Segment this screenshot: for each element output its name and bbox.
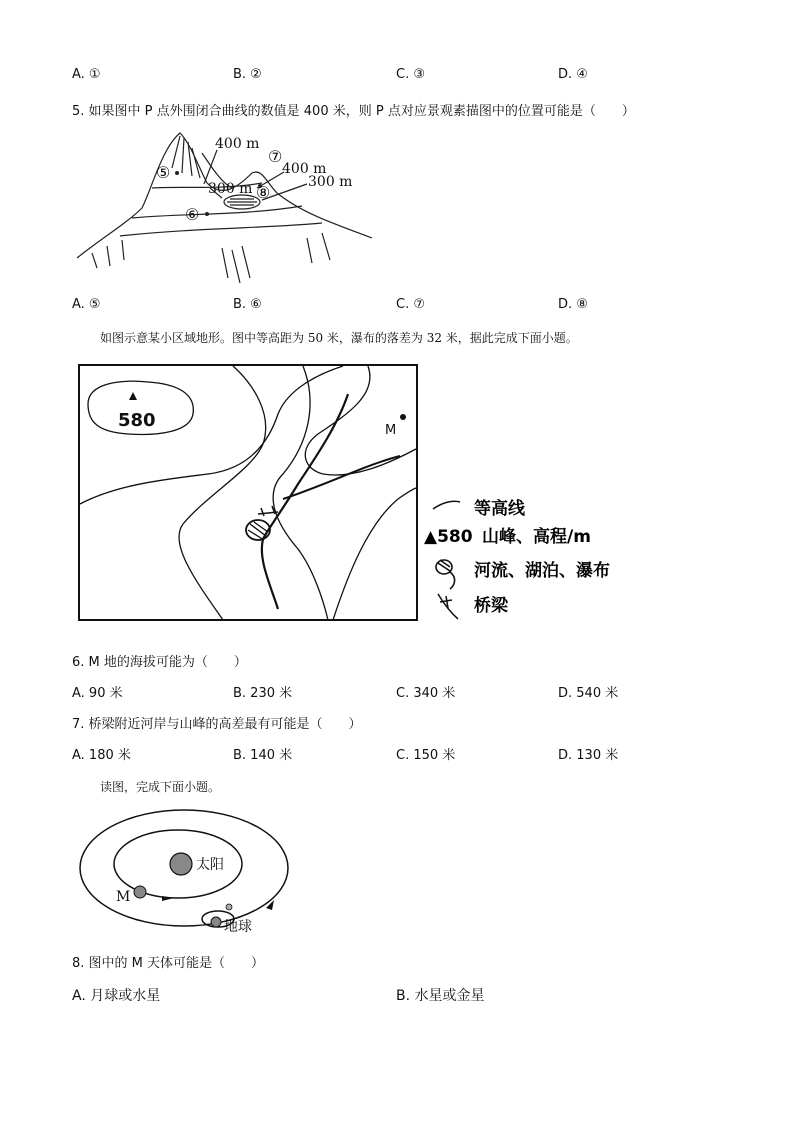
label-circle-7: ⑦ <box>268 147 283 166</box>
q5-option-a: A. ⑤ <box>72 297 101 312</box>
legend-peak-prefix: ▲580 <box>424 527 473 547</box>
legend-contour-text: 等高线 <box>474 499 525 519</box>
q5-option-c: C. ⑦ <box>396 297 425 312</box>
q7-option-a: A. 180 米 <box>72 748 131 763</box>
q7-question: 7. 桥梁附近河岸与山峰的高差最有可能是（ ） <box>72 717 362 732</box>
map-legend <box>424 498 610 619</box>
q8-question: 8. 图中的 M 天体可能是（ ） <box>72 956 265 971</box>
q6-option-d: D. 540 米 <box>558 686 619 701</box>
legend-river-text: 河流、湖泊、瀑布 <box>474 561 610 581</box>
q8-option-a: A. 月球或水星 <box>72 988 161 1004</box>
peak-triangle-icon <box>129 392 137 400</box>
label-300m-a: 300 m <box>308 174 353 190</box>
intro-8: 读图，完成下面小题。 <box>100 780 221 794</box>
orbit-m-label: M <box>116 889 131 905</box>
q5-question: 5. 如果图中 P 点外围闭合曲线的数值是 400 米，则 P 点对应景观素描图中的位置可能是（ ） <box>72 104 635 119</box>
q7-option-b: B. 140 米 <box>233 748 293 763</box>
sun-label: 太阳 <box>196 857 224 873</box>
q5-option-b: B. ⑥ <box>233 297 262 312</box>
earth-label: 地球 <box>224 919 252 935</box>
legend-bridge-text: 桥梁 <box>474 596 508 616</box>
sun-icon <box>170 853 192 875</box>
q4-option-b: B. ② <box>233 67 262 82</box>
label-circle-8: ⑧ <box>256 183 271 202</box>
bridge-icon <box>438 594 458 619</box>
q5-option-d: D. ⑧ <box>558 297 588 312</box>
map-point-m <box>400 414 406 420</box>
map-m-label: M <box>385 423 397 438</box>
moon-icon <box>226 904 232 910</box>
landscape-sketch-figure <box>72 128 392 288</box>
q6-option-b: B. 230 米 <box>233 686 293 701</box>
orbit-diagram-figure <box>76 804 296 939</box>
label-circle-5: ⑤ <box>156 163 171 182</box>
q6-question: 6. M 地的海拔可能为（ ） <box>72 655 247 670</box>
q7-option-c: C. 150 米 <box>396 748 456 763</box>
contour-line-icon <box>433 501 460 509</box>
topographic-map-figure <box>78 364 638 624</box>
q4-option-c: C. ③ <box>396 67 425 82</box>
earth-icon <box>211 917 221 927</box>
q8-option-b: B. 水星或金星 <box>396 988 485 1004</box>
q6-option-a: A. 90 米 <box>72 686 123 701</box>
q6-option-c: C. 340 米 <box>396 686 456 701</box>
label-circle-6: ⑥ <box>185 205 200 224</box>
q7-option-d: D. 130 米 <box>558 748 619 763</box>
planet-m-icon <box>134 886 146 898</box>
river-lake-waterfall-icon <box>436 560 455 589</box>
legend-peak-text: 山峰、高程/m <box>482 527 591 547</box>
label-400m-b: 400 m <box>282 161 327 177</box>
q4-option-d: D. ④ <box>558 67 588 82</box>
label-300m-b: 300 m <box>208 181 253 197</box>
q4-option-a: A. ① <box>72 67 101 82</box>
intro-6-7: 如图示意某小区域地形。图中等高距为 50 米，瀑布的落差为 32 米，据此完成下面小题。 <box>100 331 578 345</box>
label-400m-a: 400 m <box>215 136 260 152</box>
peak-elevation-label: 580 <box>118 410 156 431</box>
